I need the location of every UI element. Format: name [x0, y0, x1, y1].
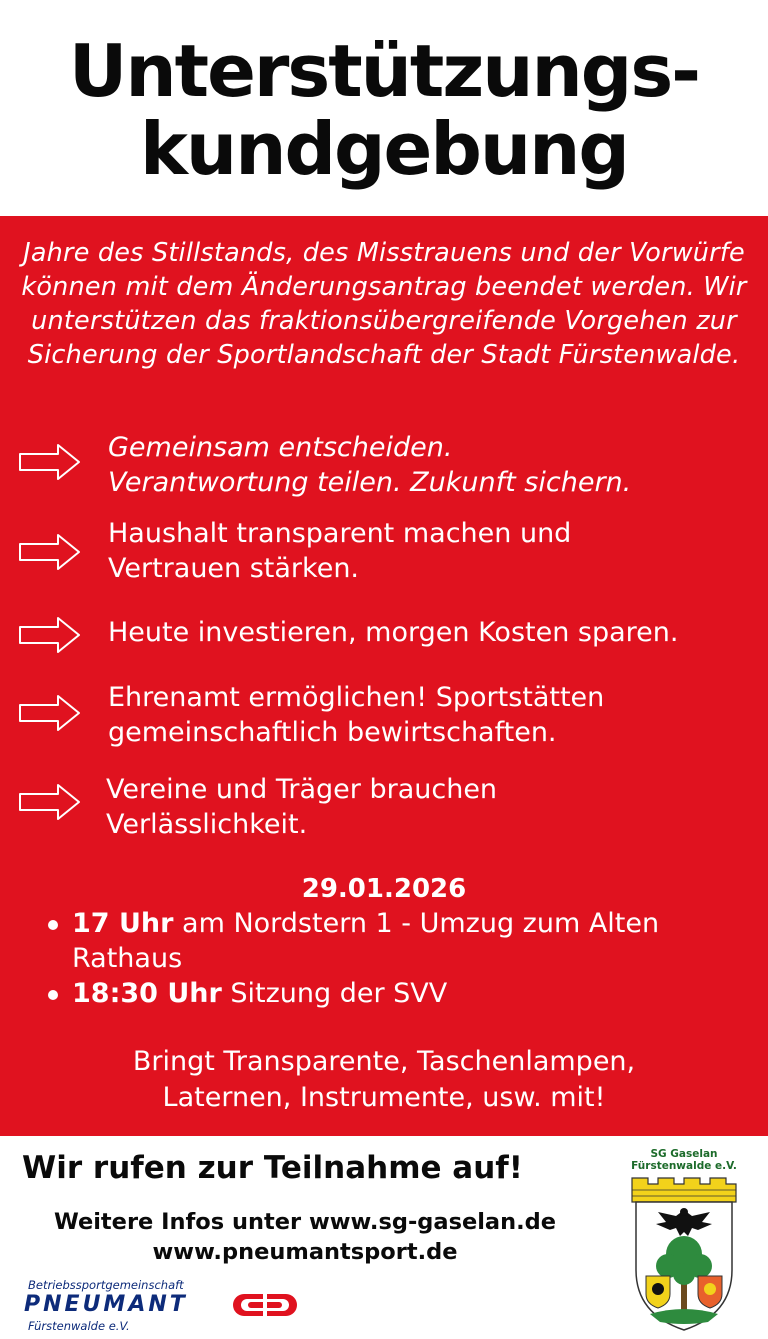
- arrow-right-icon: [18, 782, 82, 822]
- arrow-right-icon: [18, 532, 82, 572]
- club-crest: [624, 1148, 744, 1334]
- pneumant-emblem-icon: [232, 1292, 298, 1318]
- coat-of-arms-icon: [628, 1174, 740, 1334]
- more-info: [0, 1207, 610, 1267]
- page-title: [0, 29, 768, 191]
- bullet-text: Vereine und Träger brauchen Verlässlichkeit.: [106, 774, 498, 840]
- event-schedule: [44, 906, 744, 1011]
- bullet-text: Haushalt transparent machen und Vertrauen stärken.: [108, 518, 572, 584]
- bullet-text: Gemeinsam entscheiden. Verantwortung teilen. Zukunft sichern.: [108, 432, 632, 498]
- sponsor-top-text: Betriebssportgemeinschaft: [28, 1278, 184, 1292]
- bullet-dot: [48, 920, 58, 930]
- red-panel: [0, 216, 768, 1136]
- pneumant-logo: [22, 1278, 302, 1334]
- schedule-time: 17 Uhr: [72, 908, 174, 939]
- arrow-right-icon: [18, 442, 82, 482]
- schedule-item: [44, 906, 744, 976]
- sponsor-bottom-text: Fürstenwalde e.V.: [28, 1319, 130, 1333]
- bring-items-text: Bringt Transparente, Taschenlampen, Laternen, Instrumente, usw. mit!: [132, 1046, 636, 1113]
- event-date: 29.01.2026: [301, 874, 467, 904]
- schedule-time: 18:30 Uhr: [72, 978, 222, 1009]
- title-line-1: Unterstützungs-: [68, 29, 700, 113]
- info-line-1: Weitere Infos unter www.sg-gaselan.de: [53, 1209, 557, 1235]
- schedule-item: [44, 976, 744, 1011]
- bullet-text: Heute investieren, morgen Kosten sparen.: [108, 617, 679, 648]
- info-line-2: www.pneumantsport.de: [152, 1239, 458, 1265]
- bullet-text: Ehrenamt ermöglichen! Sportstätten gemeinschaftlich bewirtschaften.: [108, 682, 605, 748]
- schedule-text: Sitzung der SVV: [221, 978, 448, 1009]
- arrow-right-icon: [18, 615, 82, 655]
- schedule-text: am Nordstern 1 - Umzug zum Alten Rathaus: [72, 908, 660, 974]
- club-name: SG Gaselan Fürstenwalde e.V.: [631, 1148, 737, 1172]
- arrow-right-icon: [18, 693, 82, 733]
- call-to-action: Wir rufen zur Teilnahme auf!: [22, 1150, 523, 1186]
- intro-text: Jahre des Stillstands, des Misstrauens und der Vorwürfe können mit dem Änderungsantrag beendet werden. Wir unterstützen das fraktionsübergreifende Vorgehen zur Sicherung der Sportlandschaft der Stadt Fürstenwalde.: [21, 238, 747, 370]
- bullet-dot: [48, 990, 58, 1000]
- sponsor-brand: PNEUMANT: [24, 1292, 188, 1317]
- title-line-2: kundgebung: [140, 107, 628, 191]
